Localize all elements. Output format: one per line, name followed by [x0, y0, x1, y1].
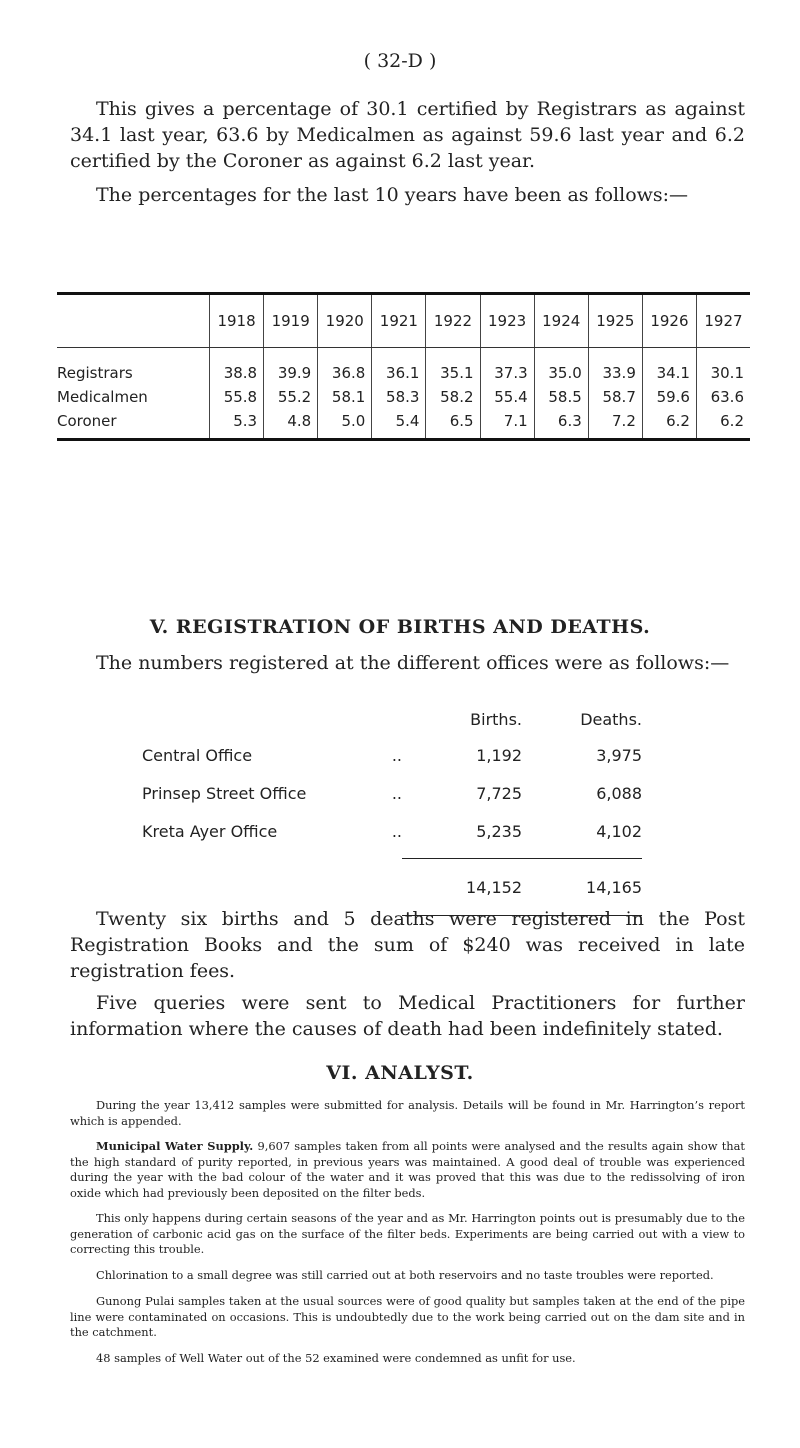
table-cell: 4.8 [264, 409, 318, 440]
table-cell: 7.2 [588, 409, 642, 440]
year-header: 1918 [210, 294, 264, 348]
table-row [57, 409, 750, 440]
table-cell: 6.3 [534, 409, 588, 440]
queries-paragraph: Five queries were sent to Medical Practitioners for further information where the causes of death had been indefinitely stated. [70, 992, 745, 1040]
year-header-row [57, 294, 750, 348]
table-cell: 38.8 [210, 348, 264, 386]
births-value: 5,235 [476, 821, 522, 841]
office-name: Central Office [142, 745, 253, 765]
year-header: 1923 [480, 294, 534, 348]
table-cell: 35.1 [426, 348, 480, 386]
section-heading-analyst: VI. ANALYST. [326, 1062, 474, 1084]
table-cell: 6.2 [696, 409, 750, 440]
table-cell: 58.7 [588, 385, 642, 409]
births-deaths-header-row [142, 702, 642, 736]
offices-intro: The numbers registered at the different offices were as follows:— [96, 652, 730, 674]
table-cell: 35.0 [534, 348, 588, 386]
water-supply-paragraph [70, 1139, 745, 1201]
year-header: 1921 [372, 294, 426, 348]
chlorination-paragraph: Chlorination to a small degree was still carried out at both reservoirs and no taste troubles were reported. [96, 1268, 714, 1282]
table-cell: 36.8 [318, 348, 372, 386]
deaths-column-header: Deaths. [580, 709, 642, 729]
year-header: 1926 [642, 294, 696, 348]
table-cell: 33.9 [588, 348, 642, 386]
table-cell: 36.1 [372, 348, 426, 386]
births-value: 1,192 [476, 745, 522, 765]
year-header: 1924 [534, 294, 588, 348]
table-cell: 6.2 [642, 409, 696, 440]
carbonic-acid-paragraph: This only happens during certain seasons of the year and as Mr. Harrington points out is presumably due to the generation of carbonic acid gas on the surface of the filter beds. Experiments are being carried out with a view to correcting this trouble. [70, 1211, 745, 1257]
year-header: 1919 [264, 294, 318, 348]
births-value: 7,725 [476, 783, 522, 803]
year-header: 1922 [426, 294, 480, 348]
table-cell: 5.0 [318, 409, 372, 440]
table-cell: 34.1 [642, 348, 696, 386]
samples-paragraph: During the year 13,412 samples were submitted for analysis. Details will be found in Mr. Harrington’s report which is appended. [70, 1098, 745, 1128]
office-name: Kreta Ayer Office [142, 821, 278, 841]
deaths-value: 3,975 [596, 745, 642, 765]
table-row [142, 812, 642, 850]
table-cell: 37.3 [480, 348, 534, 386]
births-total: 14,152 [402, 859, 522, 916]
table-cell: 55.4 [480, 385, 534, 409]
births-deaths-table [142, 702, 642, 916]
table-cell: 58.3 [372, 385, 426, 409]
well-water-paragraph: 48 samples of Well Water out of the 52 examined were condemned as unfit for use. [96, 1351, 576, 1365]
office-name: Prinsep Street Office [142, 783, 307, 803]
row-label-registrars: Registrars [57, 364, 133, 382]
row-label-coroner: Coroner [57, 409, 210, 440]
table-cell: 39.9 [264, 348, 318, 386]
intro-paragraph: This gives a percentage of 30.1 certified by Registrars as against 34.1 last year, 63.6 by Medicalmen as against 59.6 last year and 6.2 certified by the Coroner as against 6.2 last year. [70, 98, 745, 172]
year-header: 1925 [588, 294, 642, 348]
water-supply-text: 9,607 samples taken from all points were analysed and the results again show that the high standard of purity reported, in previous years was maintained. A good deal of trouble was experienced during the year with the bad colour of the water and it was proved that this was due to the redissolving of iron oxide which had previously been deposited on the filter beds. [70, 1139, 745, 1200]
table-cell: 5.4 [372, 409, 426, 440]
deaths-value: 4,102 [596, 821, 642, 841]
percentages-table [57, 292, 750, 441]
table-row [142, 774, 642, 812]
row-label-medicalmen: Medicalmen [57, 388, 148, 406]
table-row [57, 385, 750, 409]
table-row [142, 736, 642, 774]
section-heading-registration: V. REGISTRATION OF BIRTHS AND DEATHS. [149, 616, 651, 638]
year-header: 1920 [318, 294, 372, 348]
late-registration-paragraph: Twenty six births and 5 deaths were registered in the Post Registration Books and the sum of $240 was received in late registration fees. [70, 908, 745, 982]
leader-dots: .. [391, 745, 402, 765]
deaths-value: 6,088 [596, 783, 642, 803]
table-cell: 58.2 [426, 385, 480, 409]
leader-dots: .. [391, 783, 402, 803]
table-cell: 55.8 [210, 385, 264, 409]
table-cell: 59.6 [642, 385, 696, 409]
leader-dots: .. [391, 821, 402, 841]
table-cell: 63.6 [696, 385, 750, 409]
table-cell: 58.5 [534, 385, 588, 409]
table-row [57, 348, 750, 386]
table-cell: 55.2 [264, 385, 318, 409]
year-header: 1927 [696, 294, 750, 348]
percentages-intro: The percentages for the last 10 years have been as follows:— [96, 184, 689, 206]
gunong-pulai-paragraph: Gunong Pulai samples taken at the usual sources were of good quality but samples taken at the end of the pipe line were contaminated on occasions. This is undoubtedly due to the work being carried out on the dam site and in the catchment. [70, 1294, 745, 1340]
page-number: ( 32-D ) [363, 50, 437, 72]
table-cell: 58.1 [318, 385, 372, 409]
deaths-total: 14,165 [522, 859, 642, 916]
births-column-header: Births. [470, 709, 522, 729]
table-cell: 6.5 [426, 409, 480, 440]
table-cell: 7.1 [480, 409, 534, 440]
table-cell: 5.3 [210, 409, 264, 440]
header-blank-cell [57, 294, 210, 348]
table-cell: 30.1 [696, 348, 750, 386]
water-supply-title: Municipal Water Supply. [96, 1139, 254, 1153]
